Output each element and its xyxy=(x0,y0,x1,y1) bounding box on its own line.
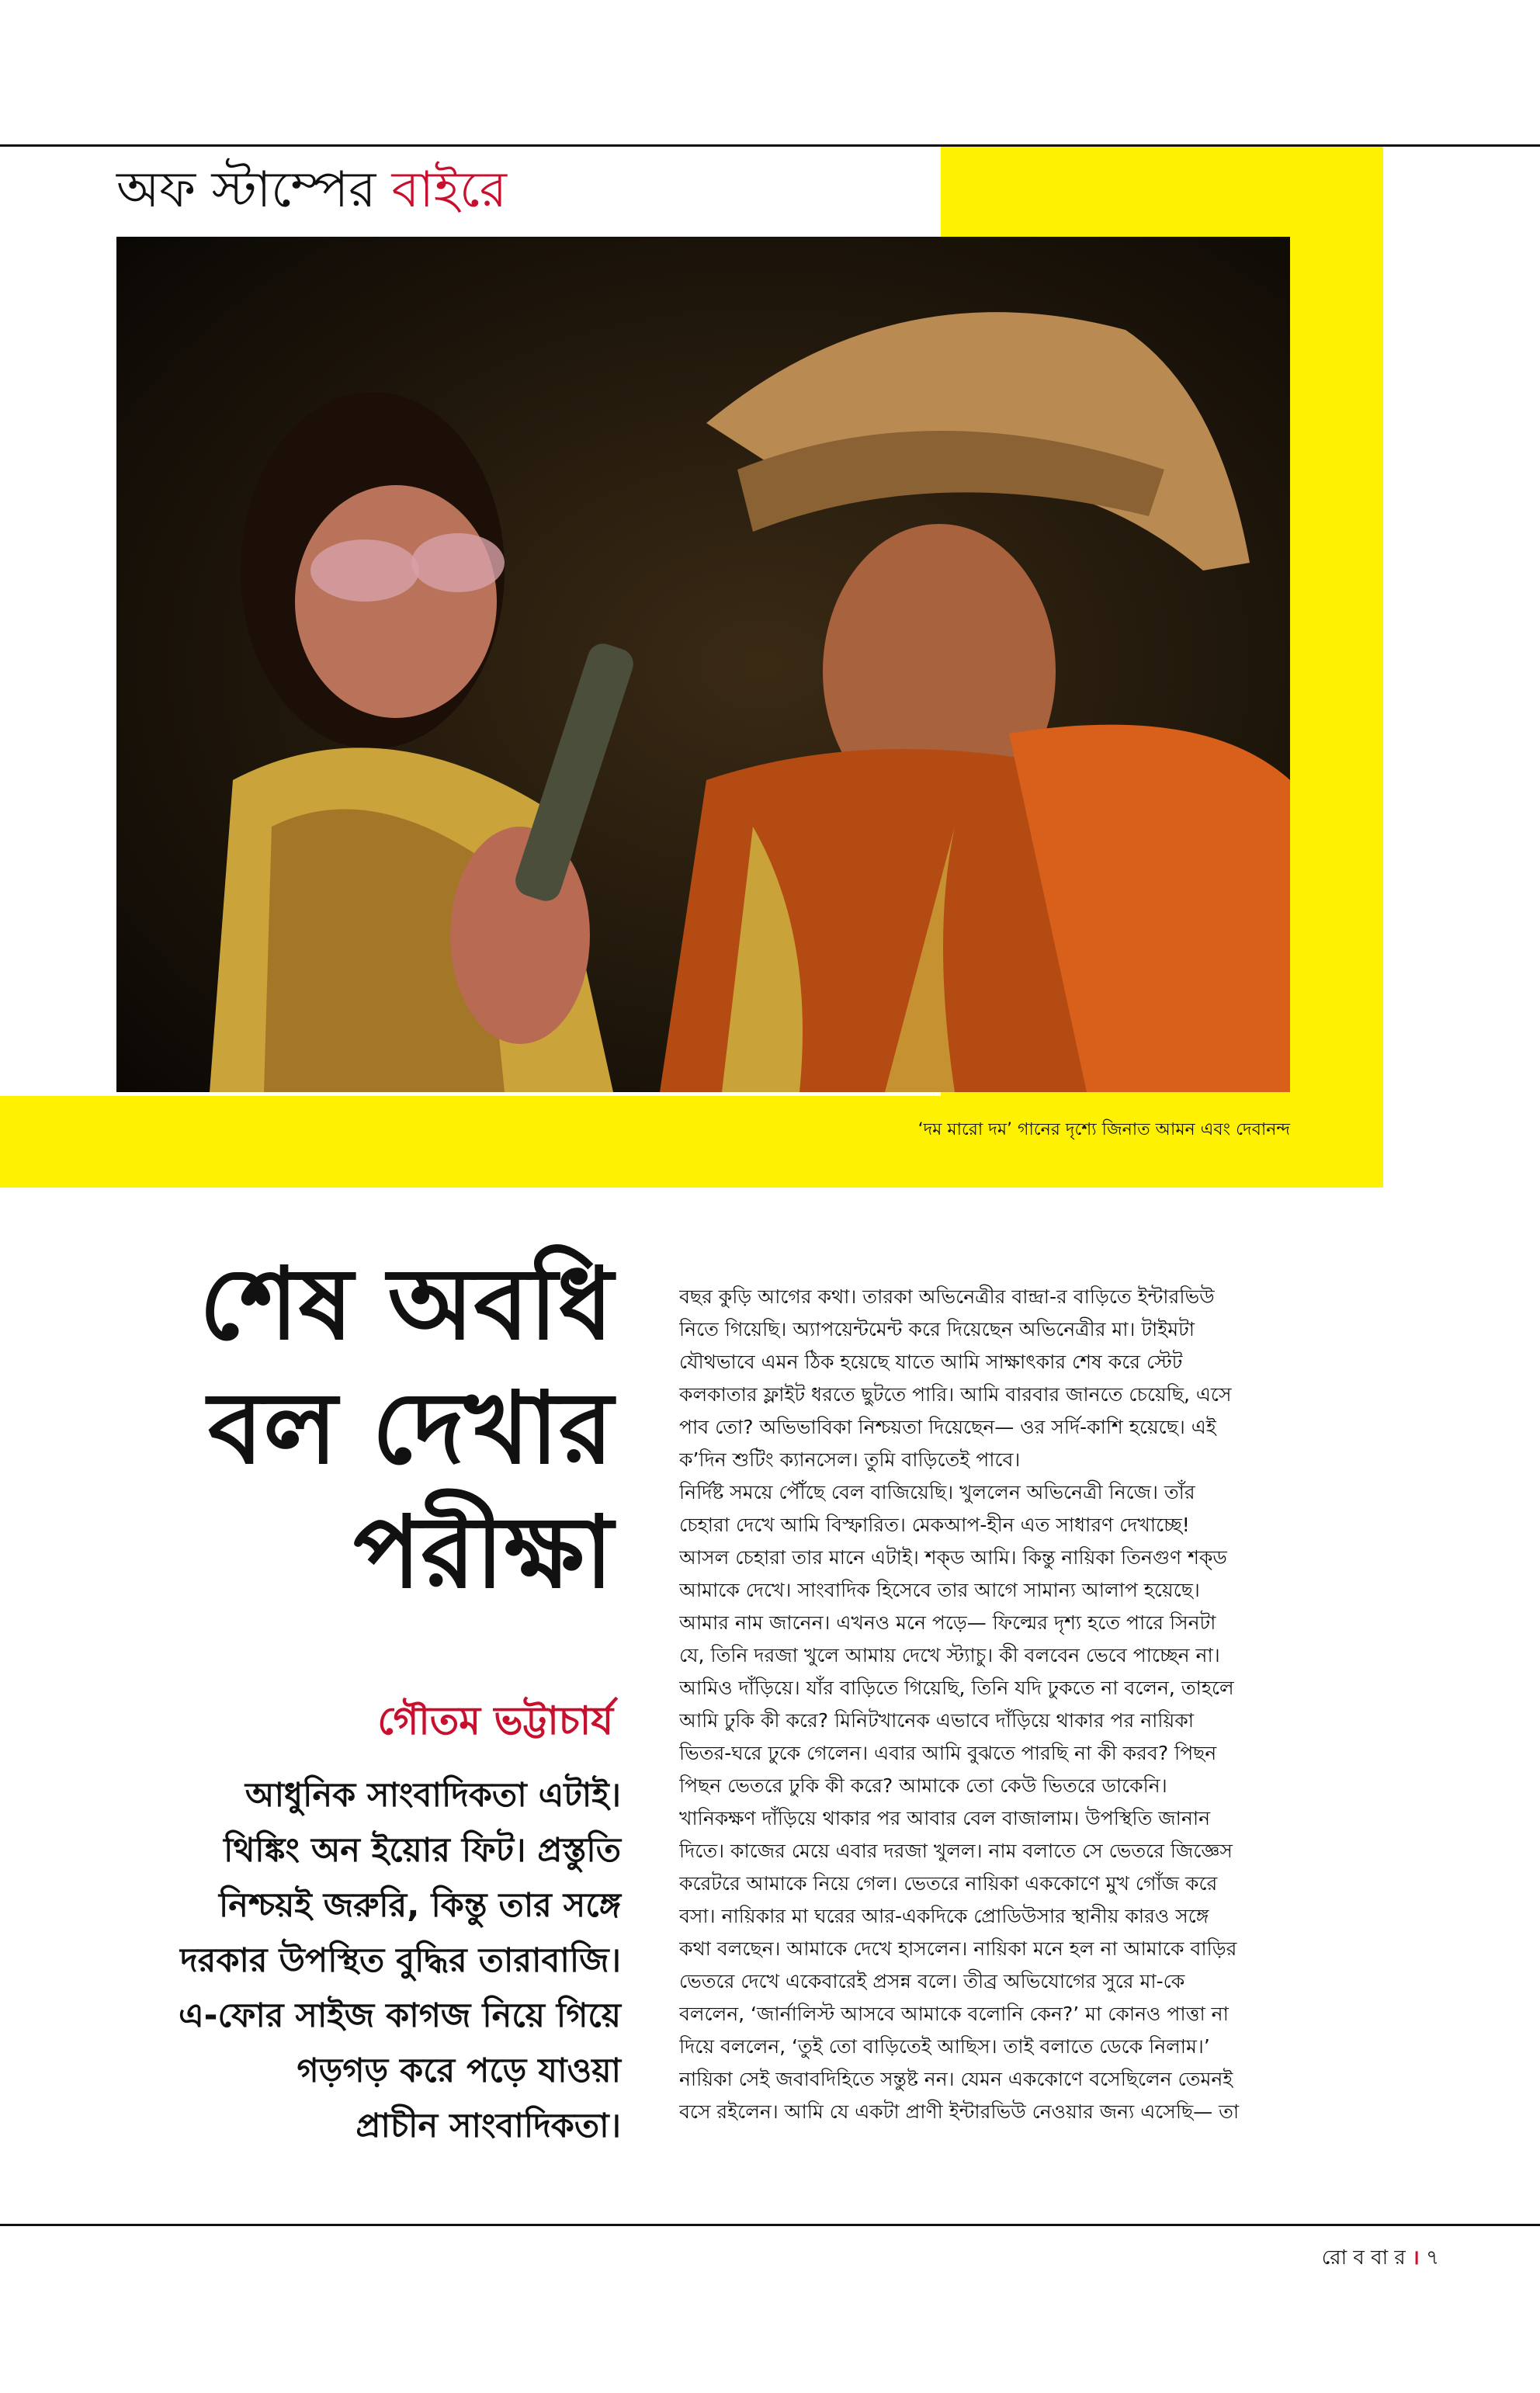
body-line: বসে রইলেন। আমি যে একটা প্রাণী ইন্টারভিউ নেওয়ার জন্য এসেছি— তা xyxy=(679,2100,1240,2123)
body-line: দিতে। কাজের মেয়ে এবার দরজা খুলল। নাম বলাতে সে ভেতরে জিজ্ঞেস xyxy=(679,1840,1233,1862)
body-line: ক’দিন শুটিং ক্যানসেল। তুমি বাড়িতেই পাবে। xyxy=(679,1448,1021,1471)
author-byline: গৌতম ভট্টাচার্য xyxy=(377,1698,613,1743)
body-line: নিতে গিয়েছি। অ্যাপয়েন্টমেন্ট করে দিয়েছেন অভিনেত্রীর মা। টাইমটা xyxy=(679,1318,1195,1340)
standfirst-line: দরকার উপস্থিত বুদ্ধির তারাবাজি। xyxy=(180,1941,621,1980)
section-label xyxy=(116,155,507,225)
film-still-photo xyxy=(116,237,1290,1092)
body-line: দিয়ে বললেন, ‘তুই তো বাড়িতেই আছিস। তাই বলাতে ডেকে নিলাম।’ xyxy=(679,2035,1210,2058)
body-line: চেহারা দেখে আমি বিস্ফারিত। মেকআপ-হীন এত সাধারণ দেখাচ্ছে! xyxy=(679,1514,1190,1536)
headline xyxy=(116,1242,613,1614)
standfirst-line: থিঙ্কিং অন ইয়োর ফিট। প্রস্তুতি xyxy=(224,1831,621,1870)
standfirst-line: আধুনিক সাংবাদিকতা এটাই। xyxy=(245,1776,621,1815)
body-line: নায়িকা সেই জবাবদিহিতে সন্তুষ্ট নন। যেমন এককোণে বসেছিলেন তেমনই xyxy=(679,2068,1233,2090)
body-line: আমাকে দেখে। সাংবাদিক হিসেবে তার আগে সামান্য আলাপ হয়েছে। xyxy=(679,1579,1200,1601)
page-number: ৭ xyxy=(1426,2246,1439,2270)
section-label-part1: অফ স্টাম্পের xyxy=(116,161,392,219)
body-line: আমার নাম জানেন। এখনও মনে পড়ে— ফিল্মের দৃশ্য হতে পারে সিনটা xyxy=(679,1611,1216,1634)
headline-line: শেষ অবধি xyxy=(199,1246,613,1362)
bottom-rule xyxy=(0,2224,1540,2226)
body-line: যৌথভাবে এমন ঠিক হয়েছে যাতে আমি সাক্ষাৎকার শেষ করে স্টেট xyxy=(679,1351,1183,1373)
body-line: করেটরে আমাকে নিয়ে গেল। ভেতরে নায়িকা এককোণে মুখ গোঁজ করে xyxy=(679,1872,1218,1895)
body-line: আসল চেহারা তার মানে এটাই। শক্‌ড আমি। কিন্তু নায়িকা তিনগুণ শক্‌ড xyxy=(679,1546,1227,1569)
body-line: বছর কুড়ি আগের কথা। তারকা অভিনেত্রীর বান্দ্রা-র বাড়িতে ইন্টারভিউ xyxy=(679,1285,1215,1308)
footer-separator: । xyxy=(1411,2246,1420,2270)
body-line: পাব তো? অভিভাবিকা নিশ্চয়তা দিয়েছেন— ওর সর্দি-কাশি হয়েছে। এই xyxy=(679,1416,1216,1438)
body-line: কথা বলছেন। আমাকে দেখে হাসলেন। নায়িকা মনে হল না আমাকে বাড়ির xyxy=(679,1937,1237,1960)
standfirst xyxy=(85,1768,621,2154)
body-line: পিছন ভেতরে ঢুকি কী করে? আমাকে তো কেউ ভিতরে ডাকেনি। xyxy=(679,1774,1167,1797)
photo-caption: ‘দম মারো দম’ গানের দৃশ্যে জিনাত আমন এবং দেবানন্দ xyxy=(917,1120,1290,1139)
body-line: আমি ঢুকি কী করে? মিনিটখানেক এভাবে দাঁড়িয়ে থাকার পর নায়িকা xyxy=(679,1709,1195,1732)
standfirst-line: এ-ফোর সাইজ কাগজ নিয়ে গিয়ে xyxy=(178,1996,621,2035)
body-line: কলকাতার ফ্লাইট ধরতে ছুটতে পারি। আমি বারবার জানতে চেয়েছি, এসে xyxy=(679,1383,1232,1406)
body-line: বললেন, ‘জার্নালিস্ট আসবে আমাকে বলোনি কেন?’ মা কোনও পাত্তা না xyxy=(679,2003,1229,2025)
body-line: নির্দিষ্ট সময়ে পৌঁছে বেল বাজিয়েছি। খুললেন অভিনেত্রী নিজে। তাঁর xyxy=(679,1481,1195,1503)
standfirst-line: গড়গড় করে পড়ে যাওয়া xyxy=(297,2051,621,2090)
film-still-illustration xyxy=(116,237,1290,1092)
page-footer xyxy=(1322,2242,1439,2276)
headline-line: পরীক্ষা xyxy=(353,1494,613,1611)
standfirst-line: নিশ্চয়ই জরুরি, কিন্তু তার সঙ্গে xyxy=(218,1886,621,1925)
section-label-part2: বাইরে xyxy=(391,161,508,219)
body-line: বসা। নায়িকার মা ঘরের আর-একদিকে প্রোডিউসার স্থানীয় কারও সঙ্গে xyxy=(679,1905,1209,1927)
body-line: ভিতর-ঘরে ঢুকে গেলেন। এবার আমি বুঝতে পারছি না কী করব? পিছন xyxy=(679,1742,1217,1764)
article-body xyxy=(679,1281,1401,2128)
body-line: খানিকক্ষণ দাঁড়িয়ে থাকার পর আবার বেল বাজালাম। উপস্থিতি জানান xyxy=(679,1807,1210,1829)
body-line: যে, তিনি দরজা খুলে আমায় দেখে স্ট্যাচু। কী বলবেন ভেবে পাচ্ছেন না। xyxy=(679,1644,1220,1666)
headline-line: বল দেখার xyxy=(208,1370,613,1486)
body-line: আমিও দাঁড়িয়ে। যাঁর বাড়িতে গিয়েছি, তিনি যদি ঢুকতে না বলেন, তাহলে xyxy=(679,1677,1234,1699)
body-line: ভেতরে দেখে একেবারেই প্রসন্ন বলে। তীব্র অভিযোগের সুরে মা-কে xyxy=(679,1970,1185,1992)
standfirst-line: প্রাচীন সাংবাদিকতা। xyxy=(356,2107,621,2145)
publication-name: রো ব বা র xyxy=(1321,2246,1406,2270)
